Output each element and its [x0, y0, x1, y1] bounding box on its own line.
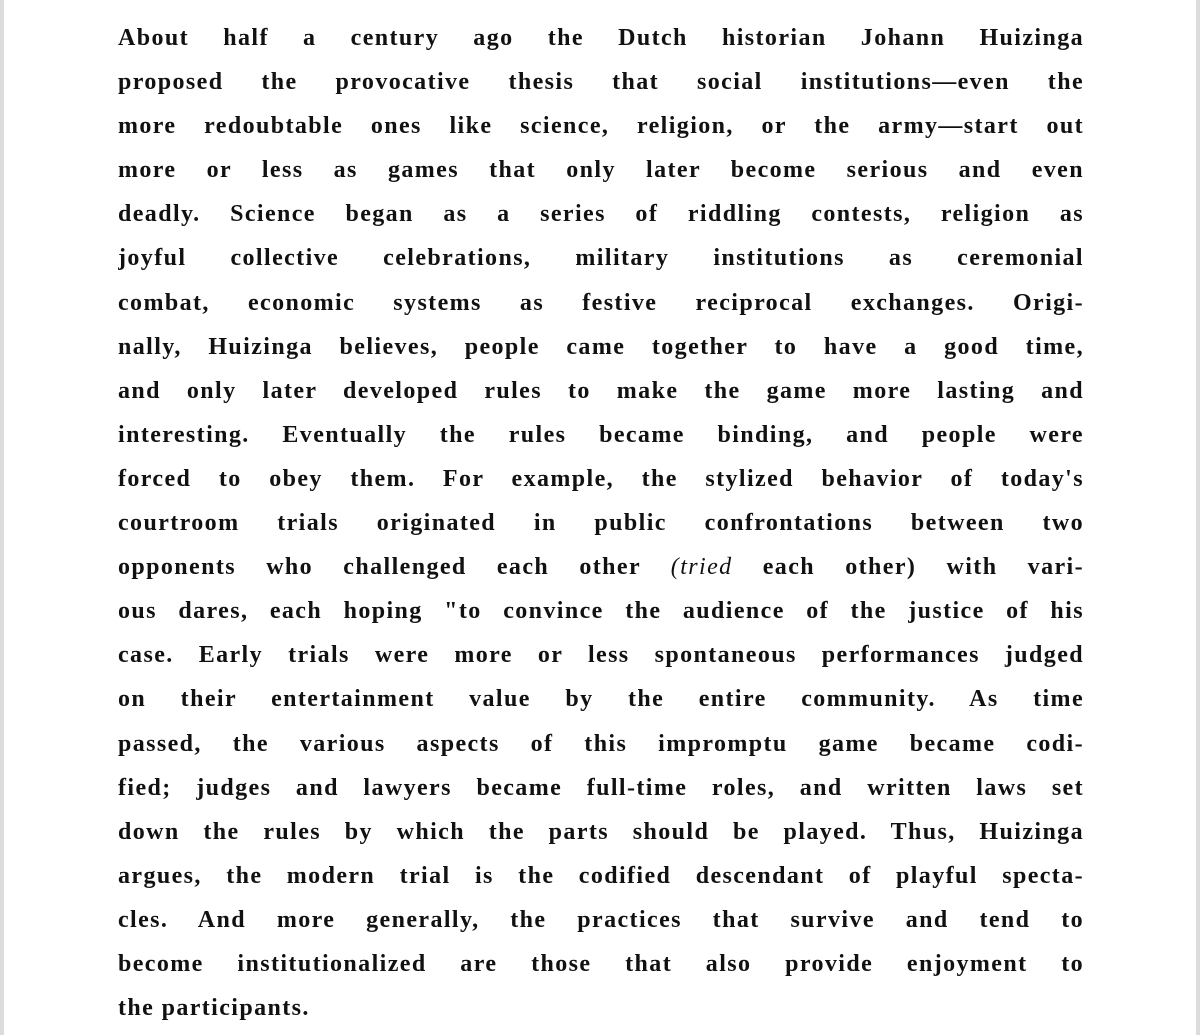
text-line: fied; judges and lawyers became full-time roles, and written laws set	[118, 774, 1084, 801]
text-line: nally, Huizinga believes, people came together to have a good time,	[118, 333, 1084, 360]
text-line: more or less as games that only later become serious and even	[118, 157, 1084, 184]
text-line: joyful collective celebrations, military institutions as ceremonial	[118, 245, 1084, 272]
body-paragraph	[118, 16, 1084, 1030]
text-line: the participants.	[118, 995, 310, 1022]
text-line: interesting. Eventually the rules became binding, and people were	[118, 421, 1084, 448]
text-line: down the rules by which the parts should be played. Thus, Huizinga	[118, 818, 1084, 845]
text-line: About half a century ago the Dutch historian Johann Huizinga	[118, 25, 1084, 51]
text-line: ous dares, each hoping "to convince the audience of the justice of his	[118, 598, 1084, 625]
text-line: passed, the various aspects of this impromptu game became codi-	[118, 730, 1084, 757]
text-line: proposed the provocative thesis that social institutions—even the	[118, 69, 1084, 96]
text-line: on their entertainment value by the entire community. As time	[118, 686, 1084, 713]
text-line: deadly. Science began as a series of riddling contests, religion as	[118, 201, 1084, 228]
text-segment: opponents who challenged each other	[118, 554, 671, 581]
text-line: become institutionalized are those that also provide enjoyment to	[118, 950, 1084, 977]
text-line: argues, the modern trial is the codified descendant of playful specta-	[118, 862, 1084, 889]
document-page	[118, 16, 1084, 1030]
text-line	[118, 545, 1084, 589]
right-page-edge	[1196, 0, 1200, 1035]
left-page-edge	[0, 0, 4, 1035]
text-segment: each other) with vari-	[732, 554, 1084, 581]
text-line: courtroom trials originated in public confrontations between two	[118, 510, 1084, 537]
text-line: case. Early trials were more or less spontaneous performances judged	[118, 642, 1084, 669]
text-line: more redoubtable ones like science, religion, or the army—start out	[118, 113, 1084, 140]
text-line: combat, economic systems as festive reciprocal exchanges. Origi-	[118, 289, 1084, 316]
text-line: forced to obey them. For example, the stylized behavior of today's	[118, 465, 1084, 492]
text-line: cles. And more generally, the practices that survive and tend to	[118, 906, 1084, 933]
text-line: and only later developed rules to make the game more lasting and	[118, 377, 1084, 404]
italic-text: (tried	[670, 554, 733, 581]
